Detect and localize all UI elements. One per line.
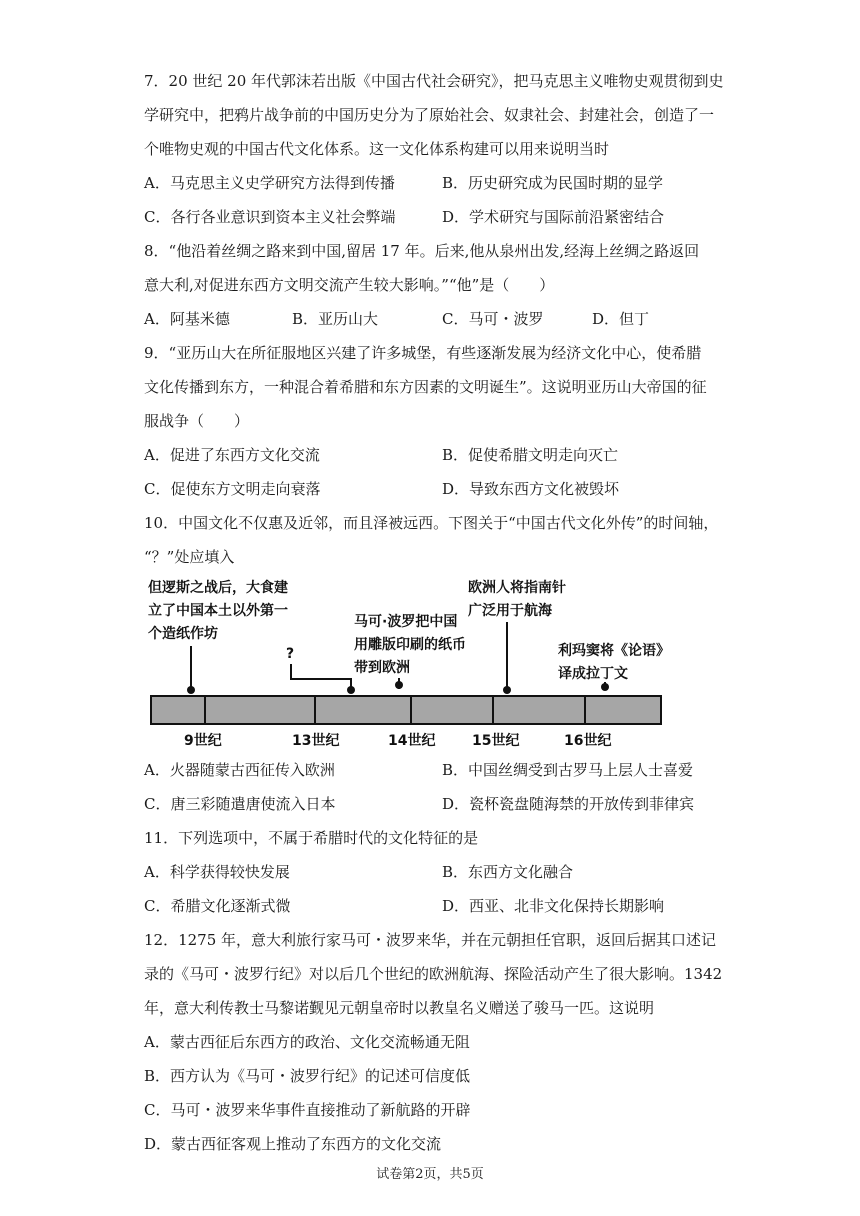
page-footer: 试卷第2页，共5页 [376,1167,484,1182]
q9-stem-line-1: 9．“亚历山大在所征服地区兴建了许多城堡，有些逐渐发展为经济文化中心，使希腊 [144,344,702,362]
q12-option-a: A．蒙古西征后东西方的政治、文化交流畅通无阻 [144,1033,470,1051]
q12-option-d: D．蒙古西征客观上推动了东西方的文化交流 [144,1135,442,1153]
compass-pointer [506,622,508,689]
q9-stem-line-2: 文化传播到东方，一种混合着希腊和东方因素的文明诞生”。这说明亚历山大帝国的征 [144,378,707,396]
timeline-divider [204,695,206,725]
event-compass-line-1: 欧洲人将指南针 [468,580,566,596]
q7-stem-line-2: 学研究中，把鸦片战争前的中国历史分为了原始社会、奴隶社会、封建社会，创造了一 [144,106,715,124]
q11-option-a: A．科学获得较快发展 [144,863,290,881]
event-talas-line-1: 但逻斯之战后，大食建 [148,580,288,596]
ricci-marker [601,683,609,691]
tick-13th-century: 13世纪 [292,733,340,749]
marco-marker [395,681,403,689]
event-ricci-line-1: 利玛窦将《论语》 [558,643,670,659]
event-marco-line-2: 用雕版印刷的纸币 [354,637,466,653]
event-talas-line-2: 立了中国本土以外第一 [148,603,288,619]
timeline-divider [492,695,494,725]
q12-stem-line-3: 年，意大利传教士马黎诺觐见元朝皇帝时以教皇名义赠送了骏马一匹。这说明 [144,999,655,1017]
talas-pointer [190,646,192,689]
q12-stem-line-2: 录的《马可・波罗行纪》对以后几个世纪的欧洲航海、探险活动产生了很大影响。1342 [144,965,723,983]
q11-option-d: D．西亚、北非文化保持长期影响 [442,897,665,915]
timeline-figure [144,574,670,752]
event-talas-line-3: 个造纸作坊 [148,626,218,642]
q11-stem-line-1: 11．下列选项中，不属于希腊时代的文化特征的是 [144,829,479,847]
q10-option-a: A．火器随蒙古西征传入欧洲 [144,761,335,779]
q8-option-d: D．但丁 [592,310,650,328]
q8-option-b: B．亚历山大 [292,310,379,328]
compass-marker [503,686,511,694]
q12-option-c: C．马可・波罗来华事件直接推动了新航路的开辟 [144,1101,471,1119]
q8-stem-line-2: 意大利,对促进东西方文明交流产生较大影响。”“他”是（ ） [144,276,555,294]
tick-14th-century: 14世纪 [388,733,436,749]
event-marco-line-3: 带到欧洲 [354,660,410,676]
q11-option-b: B．东西方文化融合 [442,863,574,881]
q10-stem-line-2: “？”处应填入 [144,548,235,566]
timeline-divider [584,695,586,725]
q7-option-d: D．学术研究与国际前沿紧密结合 [442,208,665,226]
q7-option-a: A．马克思主义史学研究方法得到传播 [144,174,395,192]
timeline-divider [314,695,316,725]
question-pointer-horizontal [290,678,352,680]
q7-option-b: B．历史研究成为民国时期的显学 [442,174,664,192]
q9-stem-line-3: 服战争（ ） [144,412,250,430]
tick-16th-century: 16世纪 [564,733,612,749]
q10-stem-line-1: 10．中国文化不仅惠及近邻，而且泽被远西。下图关于“中国古代文化外传”的时间轴， [144,514,719,532]
tick-15th-century: 15世纪 [472,733,520,749]
q12-option-b: B．西方认为《马可・波罗行纪》的记述可信度低 [144,1067,471,1085]
q8-option-a: A．阿基米德 [144,310,230,328]
timeline-divider [410,695,412,725]
q12-stem-line-1: 12．1275 年，意大利旅行家马可・波罗来华，并在元朝担任官职，返回后据其口述记 [144,931,717,949]
q10-option-c: C．唐三彩随遣唐使流入日本 [144,795,336,813]
question-marker [347,686,355,694]
q9-option-b: B．促使希腊文明走向灭亡 [442,446,619,464]
q10-option-b: B．中国丝绸受到古罗马上层人士喜爱 [442,761,694,779]
q10-option-d: D．瓷杯瓷盘随海禁的开放传到菲律宾 [442,795,695,813]
event-marco-line-1: 马可·波罗把中国 [354,614,458,630]
q7-option-c: C．各行各业意识到资本主义社会弊端 [144,208,396,226]
q9-option-d: D．导致东西方文化被毁坏 [442,480,620,498]
q8-stem-line-1: 8．“他沿着丝绸之路来到中国,留居 17 年。后来,他从泉州出发,经海上丝绸之路返回 [144,242,700,260]
q8-option-c: C．马可・波罗 [442,310,544,328]
tick-9th-century: 9世纪 [184,733,222,749]
q9-option-a: A．促进了东西方文化交流 [144,446,320,464]
q11-option-c: C．希腊文化逐渐式微 [144,897,291,915]
event-question-mark: ? [286,646,295,662]
q7-stem-line-3: 个唯物史观的中国古代文化体系。这一文化体系构建可以用来说明当时 [144,140,610,158]
q7-stem-line-1: 7．20 世纪 20 年代郭沫若出版《中国古代社会研究》，把马克思主义唯物史观贯彻到史 [144,72,724,90]
event-compass-line-2: 广泛用于航海 [468,603,552,619]
talas-marker [187,686,195,694]
event-ricci-line-2: 译成拉丁文 [558,666,628,682]
q9-option-c: C．促使东方文明走向衰落 [144,480,321,498]
